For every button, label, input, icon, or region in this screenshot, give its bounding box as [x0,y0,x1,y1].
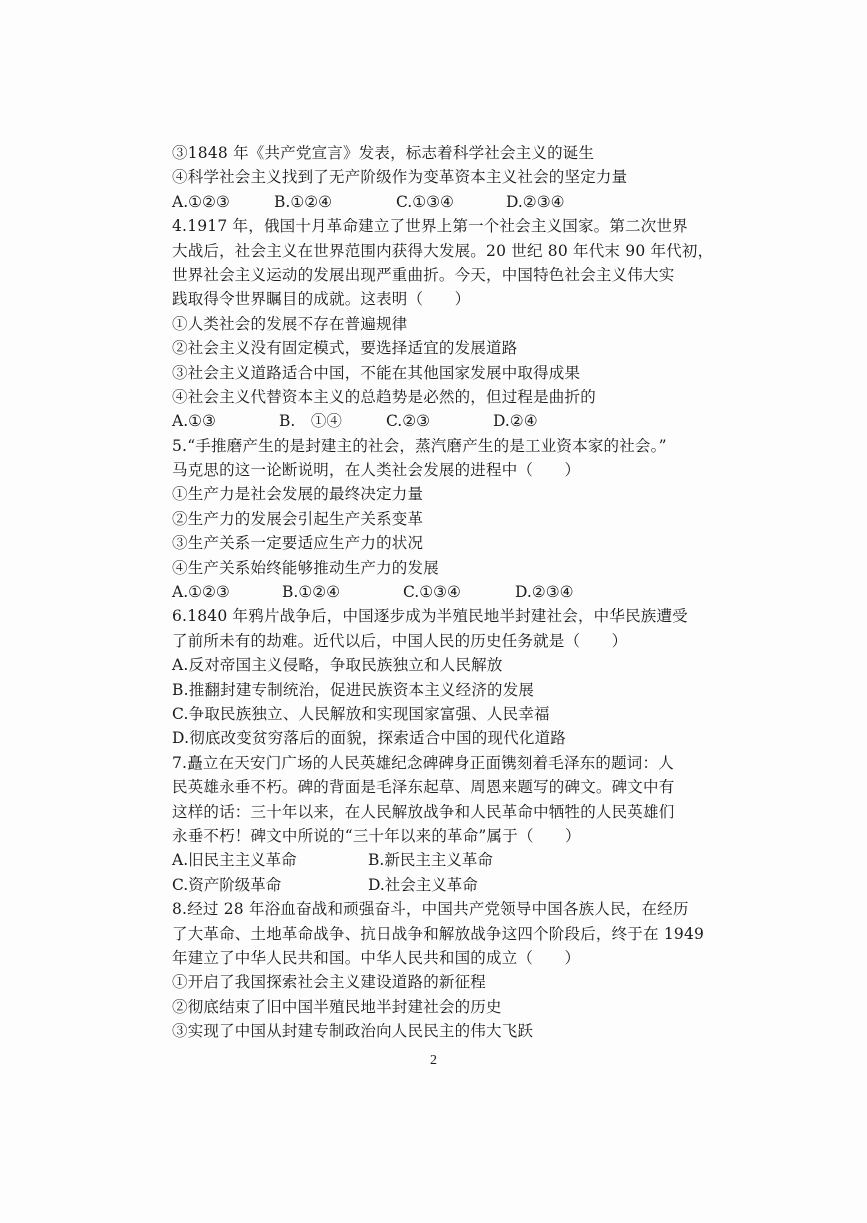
q7-option-b: B.新民主主义革命 [368,851,493,870]
q8-statement: ①开启了我国探索社会主义建设道路的新征程 [172,973,487,992]
q6-option-c: C.争取民族独立、人民解放和实现国家富强、人民幸福 [172,704,550,723]
q4-stem-line: 4.1917 年，俄国十月革命建立了世界上第一个社会主义国家。第二次世界 [172,217,688,236]
q3-option-d: D.②③④ [506,192,565,211]
q4-stem-line: 大战后，社会主义在世界范围内获得大发展。20 世纪 80 年代末 90 年代初， [172,241,714,260]
q5-statement: ④生产关系始终能够推动生产力的发展 [172,558,439,577]
q6-option-d: D.彻底改变贫穷落后的面貌，探索适合中国的现代化道路 [172,729,567,748]
q8-statement: ②彻底结束了旧中国半殖民地半封建社会的历史 [172,997,502,1016]
q5-options [172,580,712,604]
q7-option-c: C.资产阶级革命 [172,875,282,894]
q7-stem-line: 这样的话：三十年以来，在人民解放战争和人民革命中牺牲的人民英雄们 [172,802,675,821]
q4-option-c: C.②③ [386,412,431,431]
q3-statement-3: ③1848 年《共产党宣言》发表，标志着科学社会主义的诞生 [172,144,595,162]
q7-options-row-1 [172,848,712,872]
q6-stem-line: 6.1840 年鸦片战争后，中国逐步成为半殖民地半封建社会，中华民族遭受 [172,607,688,626]
q4-stem-line: 世界社会主义运动的发展出现严重曲折。今天，中国特色社会主义伟大实 [172,265,675,284]
question-content [172,141,712,1043]
q7-option-a: A.旧民主主义革命 [172,851,297,870]
q4-statement: ③社会主义道路适合中国，不能在其他国家发展中取得成果 [172,363,581,382]
q3-option-c: C.①③④ [396,192,454,211]
q5-option-b: B.①②④ [282,583,341,602]
q3-options [172,190,712,214]
q4-statement: ①人类社会的发展不存在普遍规律 [172,314,408,333]
q6-option-b: B.推翻封建专制统治，促进民族资本主义经济的发展 [172,680,535,699]
q4-stem-line: 践取得令世界瞩目的成就。这表明（ ） [172,290,471,309]
page-number: 2 [430,1053,437,1068]
q4-option-d: D.②④ [493,412,538,431]
q7-option-d: D.社会主义革命 [368,875,478,894]
q5-option-c: C.①③④ [403,583,461,602]
q8-statement: ③实现了中国从封建专制政治向人民民主的伟大飞跃 [172,1022,534,1041]
q5-statement: ①生产力是社会发展的最终决定力量 [172,485,424,504]
q4-statement: ④社会主义代替资本主义的总趋势是必然的，但过程是曲折的 [172,387,596,406]
q7-stem-line: 7.矗立在天安门广场的人民英雄纪念碑碑身正面镌刻着毛泽东的题词：人 [172,753,674,772]
q4-option-b: B. ①④ [279,412,342,431]
q4-option-a: A.①③ [172,412,216,431]
q5-stem-line: 马克思的这一论断说明，在人类社会发展的进程中（ ） [172,461,581,480]
q5-stem-line: 5.“手推磨产生的是封建主的社会，蒸汽磨产生的是工业资本家的社会。” [172,436,667,455]
q3-statement-4: ④科学社会主义找到了无产阶级作为变革资本主义社会的坚定力量 [172,168,628,187]
q8-stem-line: 了大革命、土地革命战争、抗日战争和解放战争这四个阶段后，终于在 1949 [172,924,705,943]
q7-options-row-2 [172,873,712,897]
q5-option-d: D.②③④ [515,583,574,602]
q8-stem-line: 8.经过 28 年浴血奋战和顽强奋斗，中国共产党领导中国各族人民，在经历 [172,900,689,919]
q3-option-a: A.①②③ [172,192,230,211]
q5-statement: ②生产力的发展会引起生产关系变革 [172,509,424,528]
q4-statement: ②社会主义没有固定模式，要选择适宜的发展道路 [172,339,518,358]
q5-statement: ③生产关系一定要适应生产力的状况 [172,534,424,553]
q7-stem-line: 民英雄永垂不朽。碑的背面是毛泽东起草、周恩来题写的碑文。碑文中有 [172,778,675,797]
q8-stem-line: 年建立了中华人民共和国。中华人民共和国的成立（ ） [172,948,581,967]
q3-option-b: B.①②④ [274,192,333,211]
q6-option-a: A.反对帝国主义侵略，争取民族独立和人民解放 [172,656,503,675]
q7-stem-line: 永垂不朽！碑文中所说的“三十年以来的革命”属于（ ） [172,826,581,845]
q5-option-a: A.①②③ [172,583,230,602]
q6-stem-line: 了前所未有的劫难。近代以后，中国人民的历史任务就是（ ） [172,631,628,650]
q4-options [172,409,712,433]
